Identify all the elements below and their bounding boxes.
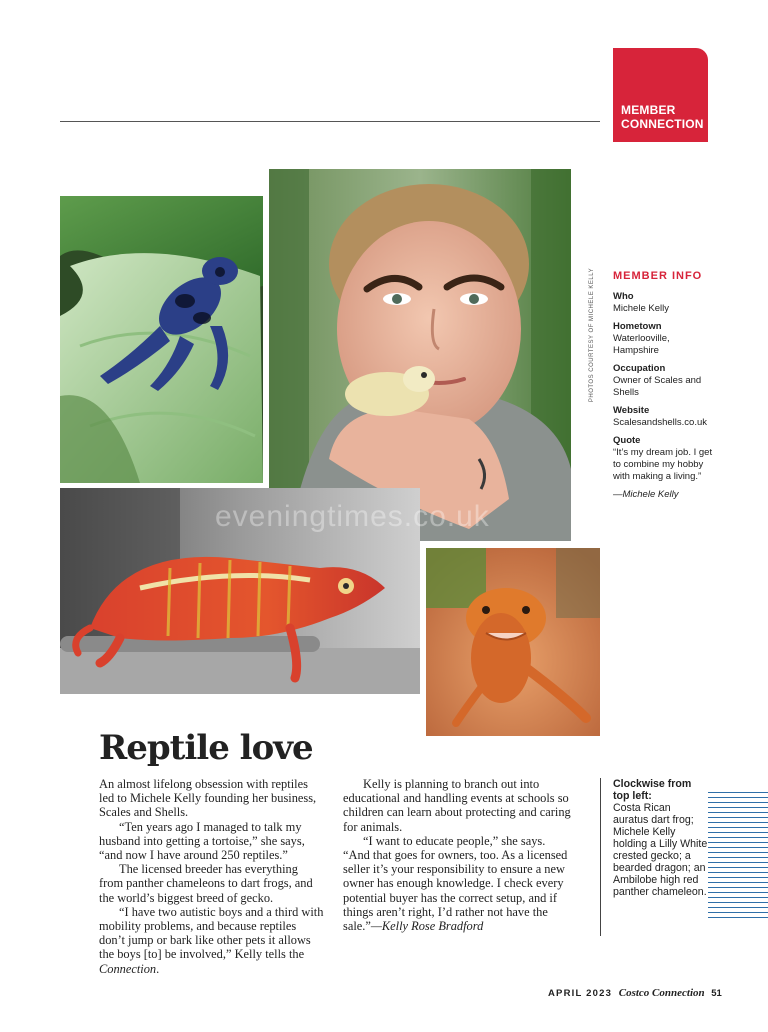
decorative-stripes: [708, 792, 768, 920]
header-rule: [60, 121, 600, 122]
info-occupation-value: Owner of Scales and Shells: [613, 375, 702, 398]
photo-credit-text: PHOTOS COURTESY OF MICHELE KELLY: [589, 267, 595, 403]
info-website: [613, 405, 713, 429]
paragraph-4-end: .: [156, 961, 160, 976]
info-who: [613, 291, 713, 315]
paragraph-2: “Ten years ago I managed to talk my husband into getting a tortoise,” she says, “and now I have around 250 reptiles.”: [99, 819, 305, 863]
info-hometown: [613, 321, 713, 357]
section-tab-line2: CONNECTION: [621, 117, 704, 131]
photo-dart-frog: [60, 196, 263, 483]
info-hometown-value: Waterlooville, Hampshire: [613, 333, 670, 356]
paragraph-4: [99, 905, 325, 976]
paragraph-3: The licensed breeder has everything from panther chameleons to dart frogs, and the world’s biggest breed of gecko.: [99, 862, 313, 905]
info-website-value: Scalesandshells.co.uk: [613, 417, 707, 428]
info-hometown-label: Hometown: [613, 321, 662, 332]
footer-issue-date: APRIL 2023: [548, 988, 613, 999]
caption-lead: Clockwise from top left:: [613, 778, 692, 802]
info-who-value: Michele Kelly: [613, 303, 669, 314]
paragraph-6-text: “I want to educate people,” she says. “And that goes for owners, too. As a licensed seller it’s your responsibility to ensure a new owner has enough knowledge. I check every potential buyer has the correct setup, and if things aren’t right, I’d rather not have the sale.”: [343, 833, 568, 934]
caption-divider: [600, 778, 601, 936]
article-byline: —Kelly Rose Bradford: [370, 919, 484, 934]
paragraph-4-text: “I have two autistic boys and a third with mobility problems, and because reptiles don’t jump or bark like other pets it allows the boys [to] be involved,” Kelly tells the: [99, 904, 324, 962]
info-website-label: Website: [613, 405, 650, 416]
info-who-label: Who: [613, 291, 634, 302]
paragraph-6: [343, 834, 573, 933]
info-occupation: [613, 363, 713, 399]
article-headline: Reptile love: [99, 728, 313, 768]
watermark: eveningtimes.co.uk: [215, 500, 490, 533]
info-quote-attribution: —Michele Kelly: [613, 489, 679, 500]
caption-text: Costa Rican auratus dart frog; Michele Kelly holding a Lilly White crested gecko; a bearded dragon; an Ambilobe high red panther chameleon.: [613, 802, 708, 898]
article-column-1: [99, 777, 325, 976]
info-quote-value: “It’s my dream job. I get to combine my hobby with making a living.”: [613, 447, 713, 482]
paragraph-1: An almost lifelong obsession with reptiles led to Michele Kelly founding her business, Scales and Shells.: [99, 777, 317, 820]
page-number: 51: [711, 988, 722, 999]
page-footer: [548, 987, 722, 999]
paragraph-5: Kelly is planning to branch out into educational and handling events at schools so children can learn about protecting and caring for animals.: [343, 777, 571, 834]
info-occupation-label: Occupation: [613, 363, 666, 374]
footer-publication: Costco Connection: [618, 987, 705, 999]
info-quote: [613, 435, 713, 501]
section-tab-line1: MEMBER: [621, 103, 676, 117]
member-info: [613, 270, 713, 507]
photo-caption: [613, 778, 708, 898]
member-info-title: MEMBER INFO: [613, 270, 703, 282]
photo-michele-kelly: [269, 169, 571, 541]
photo-credit: [587, 267, 597, 403]
article-column-2: [343, 777, 573, 933]
info-quote-label: Quote: [613, 435, 641, 446]
paragraph-4-publication: Connection: [99, 961, 157, 976]
photo-bearded-dragon: [426, 548, 600, 736]
section-tab: [613, 48, 708, 142]
